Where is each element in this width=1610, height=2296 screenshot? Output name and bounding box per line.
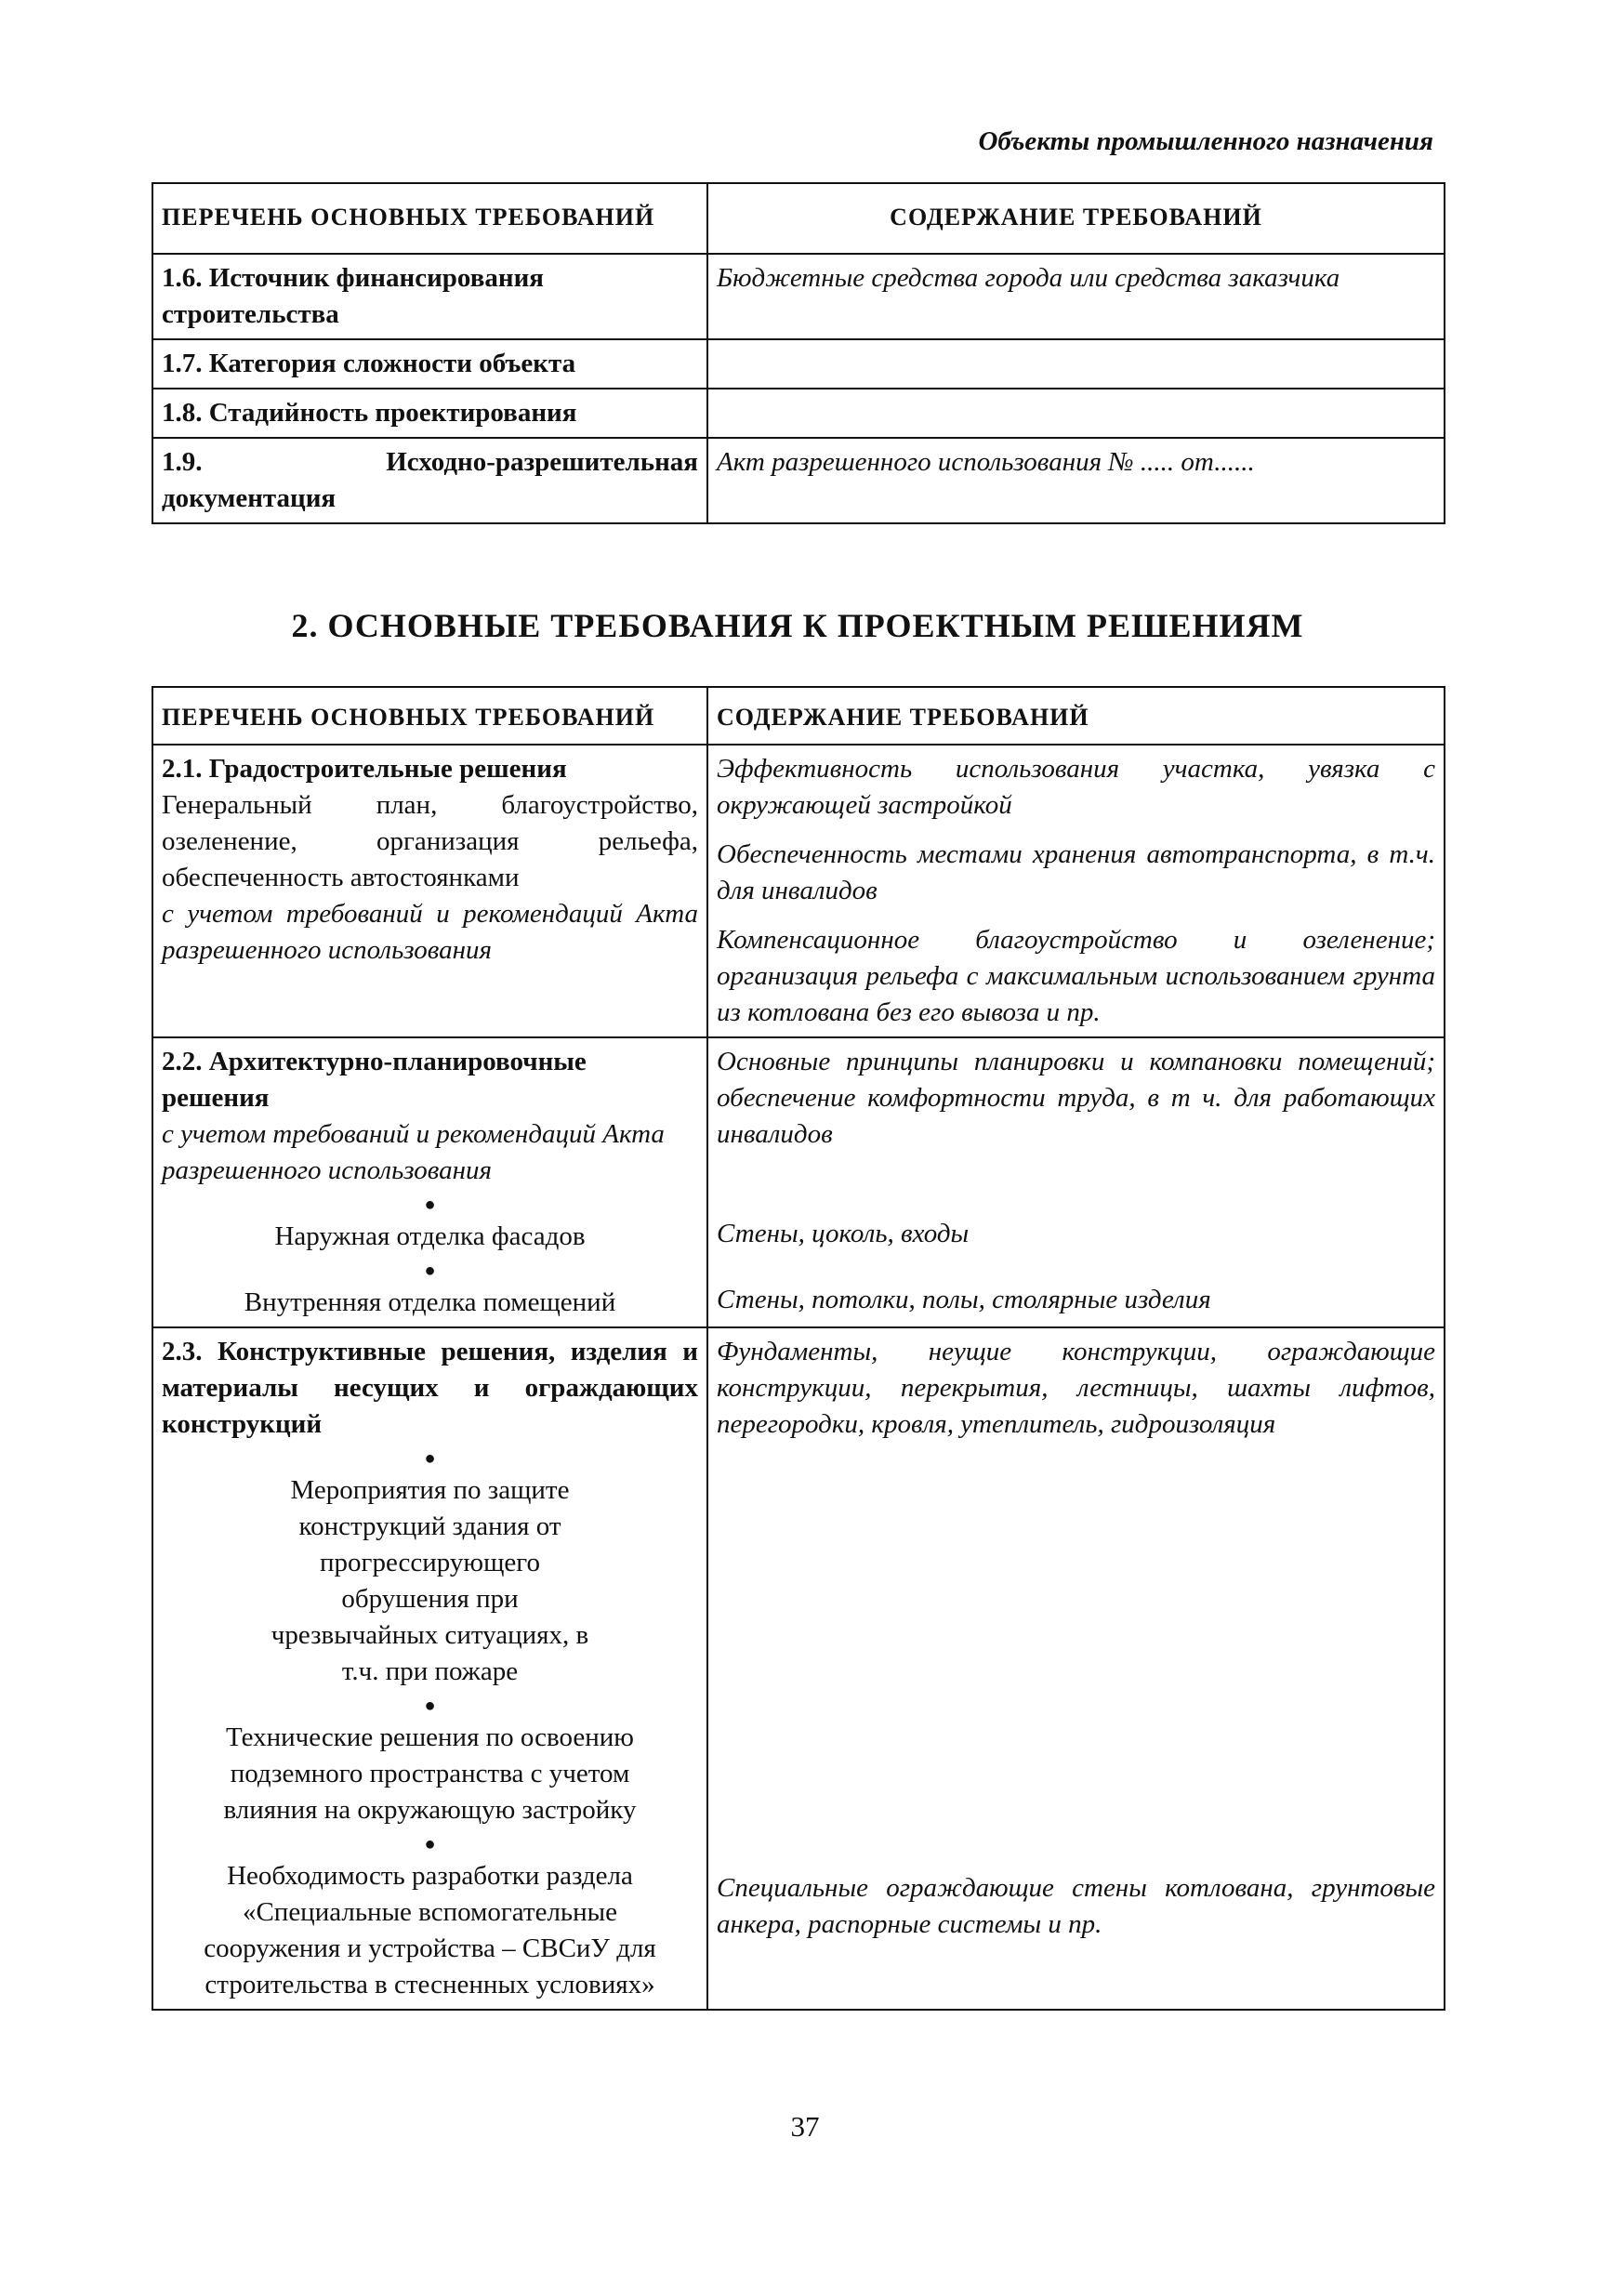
- content-cell: [707, 1037, 1445, 1327]
- bullet-icon: ●: [424, 1834, 436, 1854]
- requirements-table-2: [152, 686, 1445, 2011]
- content-cell: [707, 389, 1445, 438]
- requirement-cell: 1.9. Исходно-разрешительная документация: [152, 438, 707, 523]
- page-number: 37: [790, 2110, 820, 2143]
- requirement-title: 2.1. Градостроительные решения: [162, 754, 567, 784]
- requirement-note: с учетом требований и рекомендаций Акта разрешенного использования: [162, 1119, 665, 1185]
- table-row: [152, 1327, 1445, 2010]
- col2-header: СОДЕРЖАНИЕ ТРЕБОВАНИЙ: [707, 687, 1445, 745]
- table-row: [152, 1037, 1445, 1327]
- table-row: [152, 389, 1445, 438]
- requirement-cell: [152, 745, 707, 1037]
- page-header: Объекты промышленного назначения: [978, 126, 1433, 156]
- requirement-cell: [152, 1327, 707, 2010]
- col1-header: ПЕРЕЧЕНЬ ОСНОВНЫХ ТРЕБОВАНИЙ: [152, 183, 707, 254]
- requirement-cell: [152, 1037, 707, 1327]
- requirement-text: Генеральный план, благоустройство, озеленение, организация рельефа, обеспеченность автостоянками: [162, 790, 698, 892]
- requirement-cell: 1.8. Стадийность проектирования: [152, 389, 707, 438]
- bullet-icon: ●: [424, 1194, 436, 1215]
- bullet-icon: ●: [424, 1260, 436, 1281]
- content-item: Фундаменты, неущие конструкции, ограждающие конструкции, перекрытия, лестницы, шахты лифтов, перегородки, кровля, утеплитель, гидроизоляция: [717, 1337, 1435, 1439]
- content-item: Основные принципы планировки и компановки помещений; обеспечение комфортности труда, в т ч. для работающих инвалидов: [717, 1047, 1435, 1149]
- table-row: [152, 254, 1445, 339]
- bullet-icon: ●: [424, 1448, 436, 1469]
- content-item: Обеспеченность местами хранения автотранспорта, в т.ч. для инвалидов: [717, 839, 1435, 905]
- requirement-title: 2.3. Конструктивные решения, изделия и материалы несущих и ограждающих конструкций: [162, 1337, 698, 1439]
- col2-header: СОДЕРЖАНИЕ ТРЕБОВАНИЙ: [707, 183, 1445, 254]
- sub-requirement: Мероприятия по защите конструкций здания от прогрессирующего обрушения при чрезвычайных ситуациях, в т.ч. при пожаре: [271, 1475, 589, 1686]
- table-row: [152, 438, 1445, 523]
- table-header-row: [152, 183, 1445, 254]
- content-cell: Акт разрешенного использования № ..... от......: [707, 438, 1445, 523]
- table-header-row: [152, 687, 1445, 745]
- content-item: Эффективность использования участка, увязка с окружающей застройкой: [717, 754, 1435, 820]
- section-title: 2. ОСНОВНЫЕ ТРЕБОВАНИЯ К ПРОЕКТНЫМ РЕШЕНИЯМ: [291, 607, 1304, 644]
- content-item: Компенсационное благоустройство и озеленение; организация рельефа с максимальным использованием грунта из котлована без его вывоза и пр.: [717, 925, 1435, 1027]
- content-cell: [707, 339, 1445, 389]
- requirement-note: с учетом требований и рекомендаций Акта разрешенного использования: [162, 899, 698, 965]
- sub-requirement: Наружная отделка фасадов: [274, 1221, 586, 1251]
- requirement-title: 2.2. Архитектурно-планировочные решения: [162, 1047, 587, 1113]
- content-cell: [707, 745, 1445, 1037]
- content-cell: [707, 1327, 1445, 2010]
- requirements-table-1: [152, 182, 1445, 524]
- bullet-icon: ●: [424, 1696, 436, 1716]
- table-row: [152, 745, 1445, 1037]
- sub-requirement: Необходимость разработки раздела «Специальные вспомогательные сооружения и устройства – СВСиУ для строительства в стесненных условиях»: [204, 1861, 656, 1999]
- content-item: Стены, потолки, полы, столярные изделия: [717, 1285, 1211, 1314]
- content-item: Стены, цоколь, входы: [717, 1219, 970, 1248]
- sub-requirement: Технические решения по освоению подземного пространства с учетом влияния на окружающую застройку: [223, 1722, 637, 1825]
- table-row: [152, 339, 1445, 389]
- col1-header: ПЕРЕЧЕНЬ ОСНОВНЫХ ТРЕБОВАНИЙ: [152, 687, 707, 745]
- requirement-cell: 1.7. Категория сложности объекта: [152, 339, 707, 389]
- content-cell: Бюджетные средства города или средства заказчика: [707, 254, 1445, 339]
- content-item: Специальные ограждающие стены котлована, грунтовые анкера, распорные системы и пр.: [717, 1873, 1435, 1939]
- requirement-cell: 1.6. Источник финансирования строительства: [152, 254, 707, 339]
- sub-requirement: Внутренняя отделка помещений: [244, 1287, 616, 1317]
